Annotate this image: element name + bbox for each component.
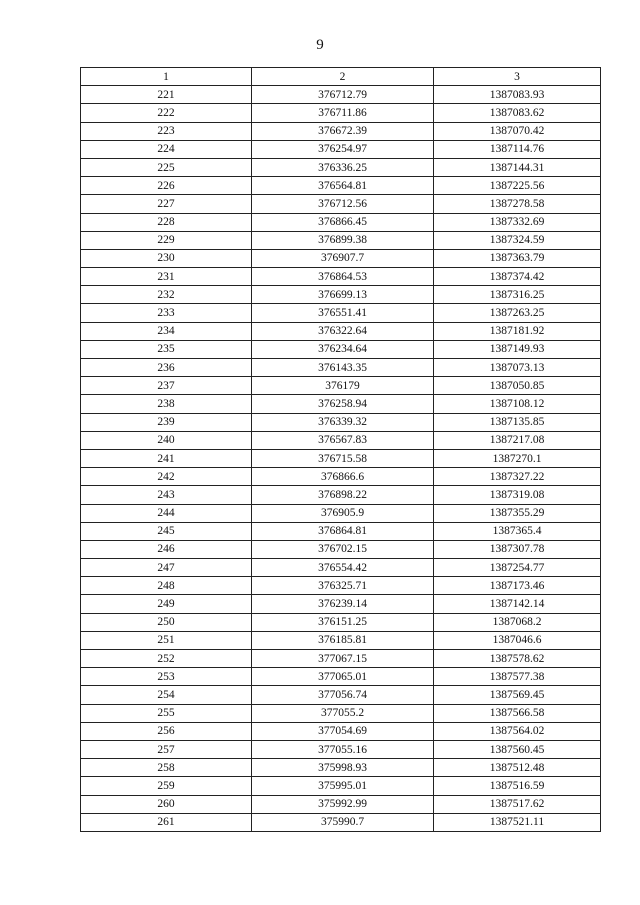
point-number-cell: 233 (81, 304, 252, 322)
table-row (81, 158, 601, 176)
y-coordinate-cell: 1387070.42 (434, 122, 601, 140)
table-row (81, 322, 601, 340)
point-number-cell: 244 (81, 504, 252, 522)
point-number-cell: 224 (81, 140, 252, 158)
point-number-cell: 260 (81, 795, 252, 813)
table-row (81, 631, 601, 649)
point-number-cell: 230 (81, 249, 252, 267)
point-number-cell: 238 (81, 395, 252, 413)
table-row (81, 795, 601, 813)
point-number-cell: 247 (81, 559, 252, 577)
point-number-cell: 253 (81, 668, 252, 686)
x-coordinate-cell: 375990.7 (252, 813, 434, 831)
y-coordinate-cell: 1387181.92 (434, 322, 601, 340)
table-row (81, 104, 601, 122)
x-coordinate-cell: 376143.35 (252, 359, 434, 377)
page-number: 9 (316, 37, 324, 53)
table-row (81, 286, 601, 304)
x-coordinate-cell: 376907.7 (252, 249, 434, 267)
point-number-cell: 221 (81, 86, 252, 104)
table-row (81, 504, 601, 522)
point-number-cell: 241 (81, 449, 252, 467)
point-number-cell: 235 (81, 340, 252, 358)
table-row (81, 613, 601, 631)
y-coordinate-cell: 1387142.14 (434, 595, 601, 613)
point-number-cell: 257 (81, 740, 252, 758)
y-coordinate-cell: 1387365.4 (434, 522, 601, 540)
y-coordinate-cell: 1387355.29 (434, 504, 601, 522)
point-number-cell: 258 (81, 759, 252, 777)
point-number-cell: 232 (81, 286, 252, 304)
column-header-3: 3 (434, 68, 601, 86)
x-coordinate-cell: 376551.41 (252, 304, 434, 322)
y-coordinate-cell: 1387521.11 (434, 813, 601, 831)
x-coordinate-cell: 376151.25 (252, 613, 434, 631)
table-row (81, 540, 601, 558)
y-coordinate-cell: 1387517.62 (434, 795, 601, 813)
x-coordinate-cell: 376339.32 (252, 413, 434, 431)
x-coordinate-cell: 376898.22 (252, 486, 434, 504)
y-coordinate-cell: 1387270.1 (434, 449, 601, 467)
table-row (81, 522, 601, 540)
point-number-cell: 239 (81, 413, 252, 431)
point-number-cell: 259 (81, 777, 252, 795)
point-number-cell: 246 (81, 540, 252, 558)
table-row (81, 122, 601, 140)
y-coordinate-cell: 1387149.93 (434, 340, 601, 358)
table-row (81, 177, 601, 195)
x-coordinate-cell: 376866.45 (252, 213, 434, 231)
point-number-cell: 249 (81, 595, 252, 613)
table-row (81, 340, 601, 358)
table-row (81, 395, 601, 413)
point-number-cell: 227 (81, 195, 252, 213)
table-row (81, 686, 601, 704)
table-row (81, 359, 601, 377)
table-row (81, 213, 601, 231)
point-number-cell: 229 (81, 231, 252, 249)
point-number-cell: 256 (81, 722, 252, 740)
point-number-cell: 237 (81, 377, 252, 395)
table-row (81, 595, 601, 613)
y-coordinate-cell: 1387512.48 (434, 759, 601, 777)
y-coordinate-cell: 1387316.25 (434, 286, 601, 304)
table-row (81, 759, 601, 777)
y-coordinate-cell: 1387144.31 (434, 158, 601, 176)
point-number-cell: 254 (81, 686, 252, 704)
x-coordinate-cell: 376711.86 (252, 104, 434, 122)
column-header-2: 2 (252, 68, 434, 86)
point-number-cell: 255 (81, 704, 252, 722)
x-coordinate-cell: 376322.64 (252, 322, 434, 340)
y-coordinate-cell: 1387173.46 (434, 577, 601, 595)
x-coordinate-cell: 375995.01 (252, 777, 434, 795)
table-row (81, 249, 601, 267)
x-coordinate-cell: 376254.97 (252, 140, 434, 158)
x-coordinate-cell: 377055.16 (252, 740, 434, 758)
table-header (81, 68, 601, 86)
point-number-cell: 231 (81, 268, 252, 286)
x-coordinate-cell: 376672.39 (252, 122, 434, 140)
x-coordinate-cell: 376239.14 (252, 595, 434, 613)
x-coordinate-cell: 376864.81 (252, 522, 434, 540)
y-coordinate-cell: 1387560.45 (434, 740, 601, 758)
point-number-cell: 234 (81, 322, 252, 340)
x-coordinate-cell: 376905.9 (252, 504, 434, 522)
point-number-cell: 222 (81, 104, 252, 122)
x-coordinate-cell: 376179 (252, 377, 434, 395)
table-row (81, 813, 601, 831)
y-coordinate-cell: 1387254.77 (434, 559, 601, 577)
point-number-cell: 236 (81, 359, 252, 377)
column-header-1: 1 (81, 68, 252, 86)
point-number-cell: 243 (81, 486, 252, 504)
x-coordinate-cell: 377065.01 (252, 668, 434, 686)
table-row (81, 449, 601, 467)
x-coordinate-cell: 376866.6 (252, 468, 434, 486)
y-coordinate-cell: 1387073.13 (434, 359, 601, 377)
table-row (81, 304, 601, 322)
y-coordinate-cell: 1387566.58 (434, 704, 601, 722)
table-row (81, 704, 601, 722)
y-coordinate-cell: 1387564.02 (434, 722, 601, 740)
table-row (81, 86, 601, 104)
y-coordinate-cell: 1387263.25 (434, 304, 601, 322)
y-coordinate-cell: 1387324.59 (434, 231, 601, 249)
x-coordinate-cell: 376715.58 (252, 449, 434, 467)
y-coordinate-cell: 1387083.93 (434, 86, 601, 104)
y-coordinate-cell: 1387050.85 (434, 377, 601, 395)
coordinates-table (80, 67, 601, 832)
table-row (81, 740, 601, 758)
x-coordinate-cell: 376325.71 (252, 577, 434, 595)
y-coordinate-cell: 1387363.79 (434, 249, 601, 267)
y-coordinate-cell: 1387108.12 (434, 395, 601, 413)
table-row (81, 377, 601, 395)
y-coordinate-cell: 1387046.6 (434, 631, 601, 649)
y-coordinate-cell: 1387327.22 (434, 468, 601, 486)
y-coordinate-cell: 1387114.76 (434, 140, 601, 158)
table-row (81, 268, 601, 286)
point-number-cell: 242 (81, 468, 252, 486)
table-row (81, 577, 601, 595)
point-number-cell: 250 (81, 613, 252, 631)
table-row (81, 668, 601, 686)
table-row (81, 722, 601, 740)
y-coordinate-cell: 1387217.08 (434, 431, 601, 449)
table-row (81, 140, 601, 158)
y-coordinate-cell: 1387374.42 (434, 268, 601, 286)
point-number-cell: 252 (81, 650, 252, 668)
x-coordinate-cell: 377054.69 (252, 722, 434, 740)
x-coordinate-cell: 377067.15 (252, 650, 434, 668)
x-coordinate-cell: 376336.25 (252, 158, 434, 176)
point-number-cell: 225 (81, 158, 252, 176)
x-coordinate-cell: 376258.94 (252, 395, 434, 413)
table-body (81, 86, 601, 832)
table-row (81, 559, 601, 577)
x-coordinate-cell: 376567.83 (252, 431, 434, 449)
x-coordinate-cell: 376712.79 (252, 86, 434, 104)
y-coordinate-cell: 1387225.56 (434, 177, 601, 195)
x-coordinate-cell: 376234.64 (252, 340, 434, 358)
table-row (81, 231, 601, 249)
x-coordinate-cell: 375992.99 (252, 795, 434, 813)
point-number-cell: 251 (81, 631, 252, 649)
x-coordinate-cell: 376864.53 (252, 268, 434, 286)
y-coordinate-cell: 1387319.08 (434, 486, 601, 504)
x-coordinate-cell: 377055.2 (252, 704, 434, 722)
point-number-cell: 245 (81, 522, 252, 540)
y-coordinate-cell: 1387135.85 (434, 413, 601, 431)
table-row (81, 413, 601, 431)
table-row (81, 777, 601, 795)
point-number-cell: 223 (81, 122, 252, 140)
point-number-cell: 228 (81, 213, 252, 231)
x-coordinate-cell: 377056.74 (252, 686, 434, 704)
x-coordinate-cell: 376185.81 (252, 631, 434, 649)
y-coordinate-cell: 1387068.2 (434, 613, 601, 631)
y-coordinate-cell: 1387332.69 (434, 213, 601, 231)
y-coordinate-cell: 1387083.62 (434, 104, 601, 122)
point-number-cell: 240 (81, 431, 252, 449)
x-coordinate-cell: 376699.13 (252, 286, 434, 304)
y-coordinate-cell: 1387578.62 (434, 650, 601, 668)
y-coordinate-cell: 1387577.38 (434, 668, 601, 686)
table-row (81, 486, 601, 504)
table-row (81, 195, 601, 213)
point-number-cell: 248 (81, 577, 252, 595)
y-coordinate-cell: 1387278.58 (434, 195, 601, 213)
y-coordinate-cell: 1387516.59 (434, 777, 601, 795)
x-coordinate-cell: 375998.93 (252, 759, 434, 777)
table-row (81, 650, 601, 668)
x-coordinate-cell: 376554.42 (252, 559, 434, 577)
x-coordinate-cell: 376564.81 (252, 177, 434, 195)
x-coordinate-cell: 376712.56 (252, 195, 434, 213)
point-number-cell: 226 (81, 177, 252, 195)
header-row (81, 68, 601, 86)
table-row (81, 431, 601, 449)
table-row (81, 468, 601, 486)
y-coordinate-cell: 1387569.45 (434, 686, 601, 704)
x-coordinate-cell: 376702.15 (252, 540, 434, 558)
x-coordinate-cell: 376899.38 (252, 231, 434, 249)
point-number-cell: 261 (81, 813, 252, 831)
y-coordinate-cell: 1387307.78 (434, 540, 601, 558)
